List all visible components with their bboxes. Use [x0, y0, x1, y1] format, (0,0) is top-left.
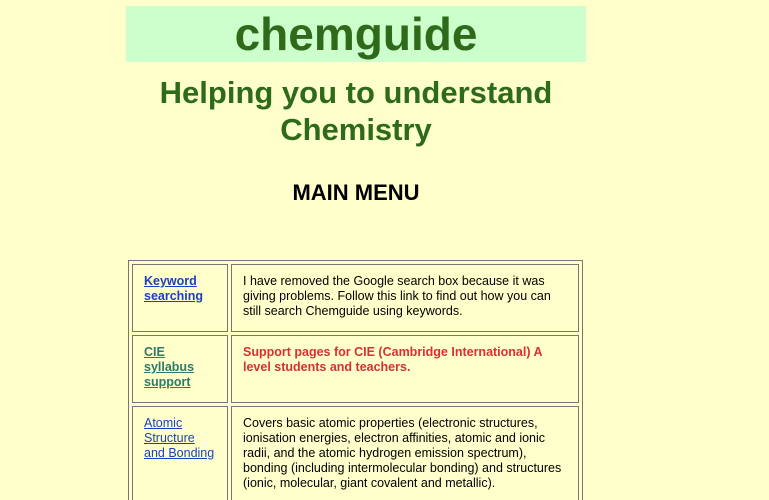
cie-syllabus-support-link[interactable]: CIE syllabus support [144, 345, 195, 389]
site-banner [126, 6, 586, 62]
menu-link-cell [132, 264, 228, 332]
menu-table [128, 260, 583, 500]
site-tagline: Helping you to understand Chemistry [159, 75, 553, 147]
menu-link-cell [132, 335, 228, 403]
menu-row-keyword-searching [132, 264, 579, 332]
main-menu-heading: MAIN MENU [292, 180, 420, 205]
menu-row-atomic-structure [132, 406, 579, 500]
menu-description-cell: I have removed the Google search box because it was giving problems. Follow this link to find out how you can still search Chemguide using keywords. [231, 264, 579, 332]
menu-description-cell: Covers basic atomic properties (electronic structures, ionisation energies, electron affinities, atomic and ionic radii, and the atomic hydrogen emission spectrum), bonding (including intermolecular bonding) and structures (ionic, molecular, giant covalent and metallic). [231, 406, 579, 500]
cie-support-description: Support pages for CIE (Cambridge International) A level students and teachers. [243, 345, 543, 374]
menu-link-cell [132, 406, 228, 500]
site-title: chemguide [234, 8, 478, 60]
menu-description-cell [231, 335, 579, 403]
atomic-structure-bonding-link[interactable]: Atomic Structure and Bonding [144, 416, 215, 460]
menu-row-cie-syllabus [132, 335, 579, 403]
keyword-searching-link[interactable]: Keyword searching [144, 274, 204, 303]
